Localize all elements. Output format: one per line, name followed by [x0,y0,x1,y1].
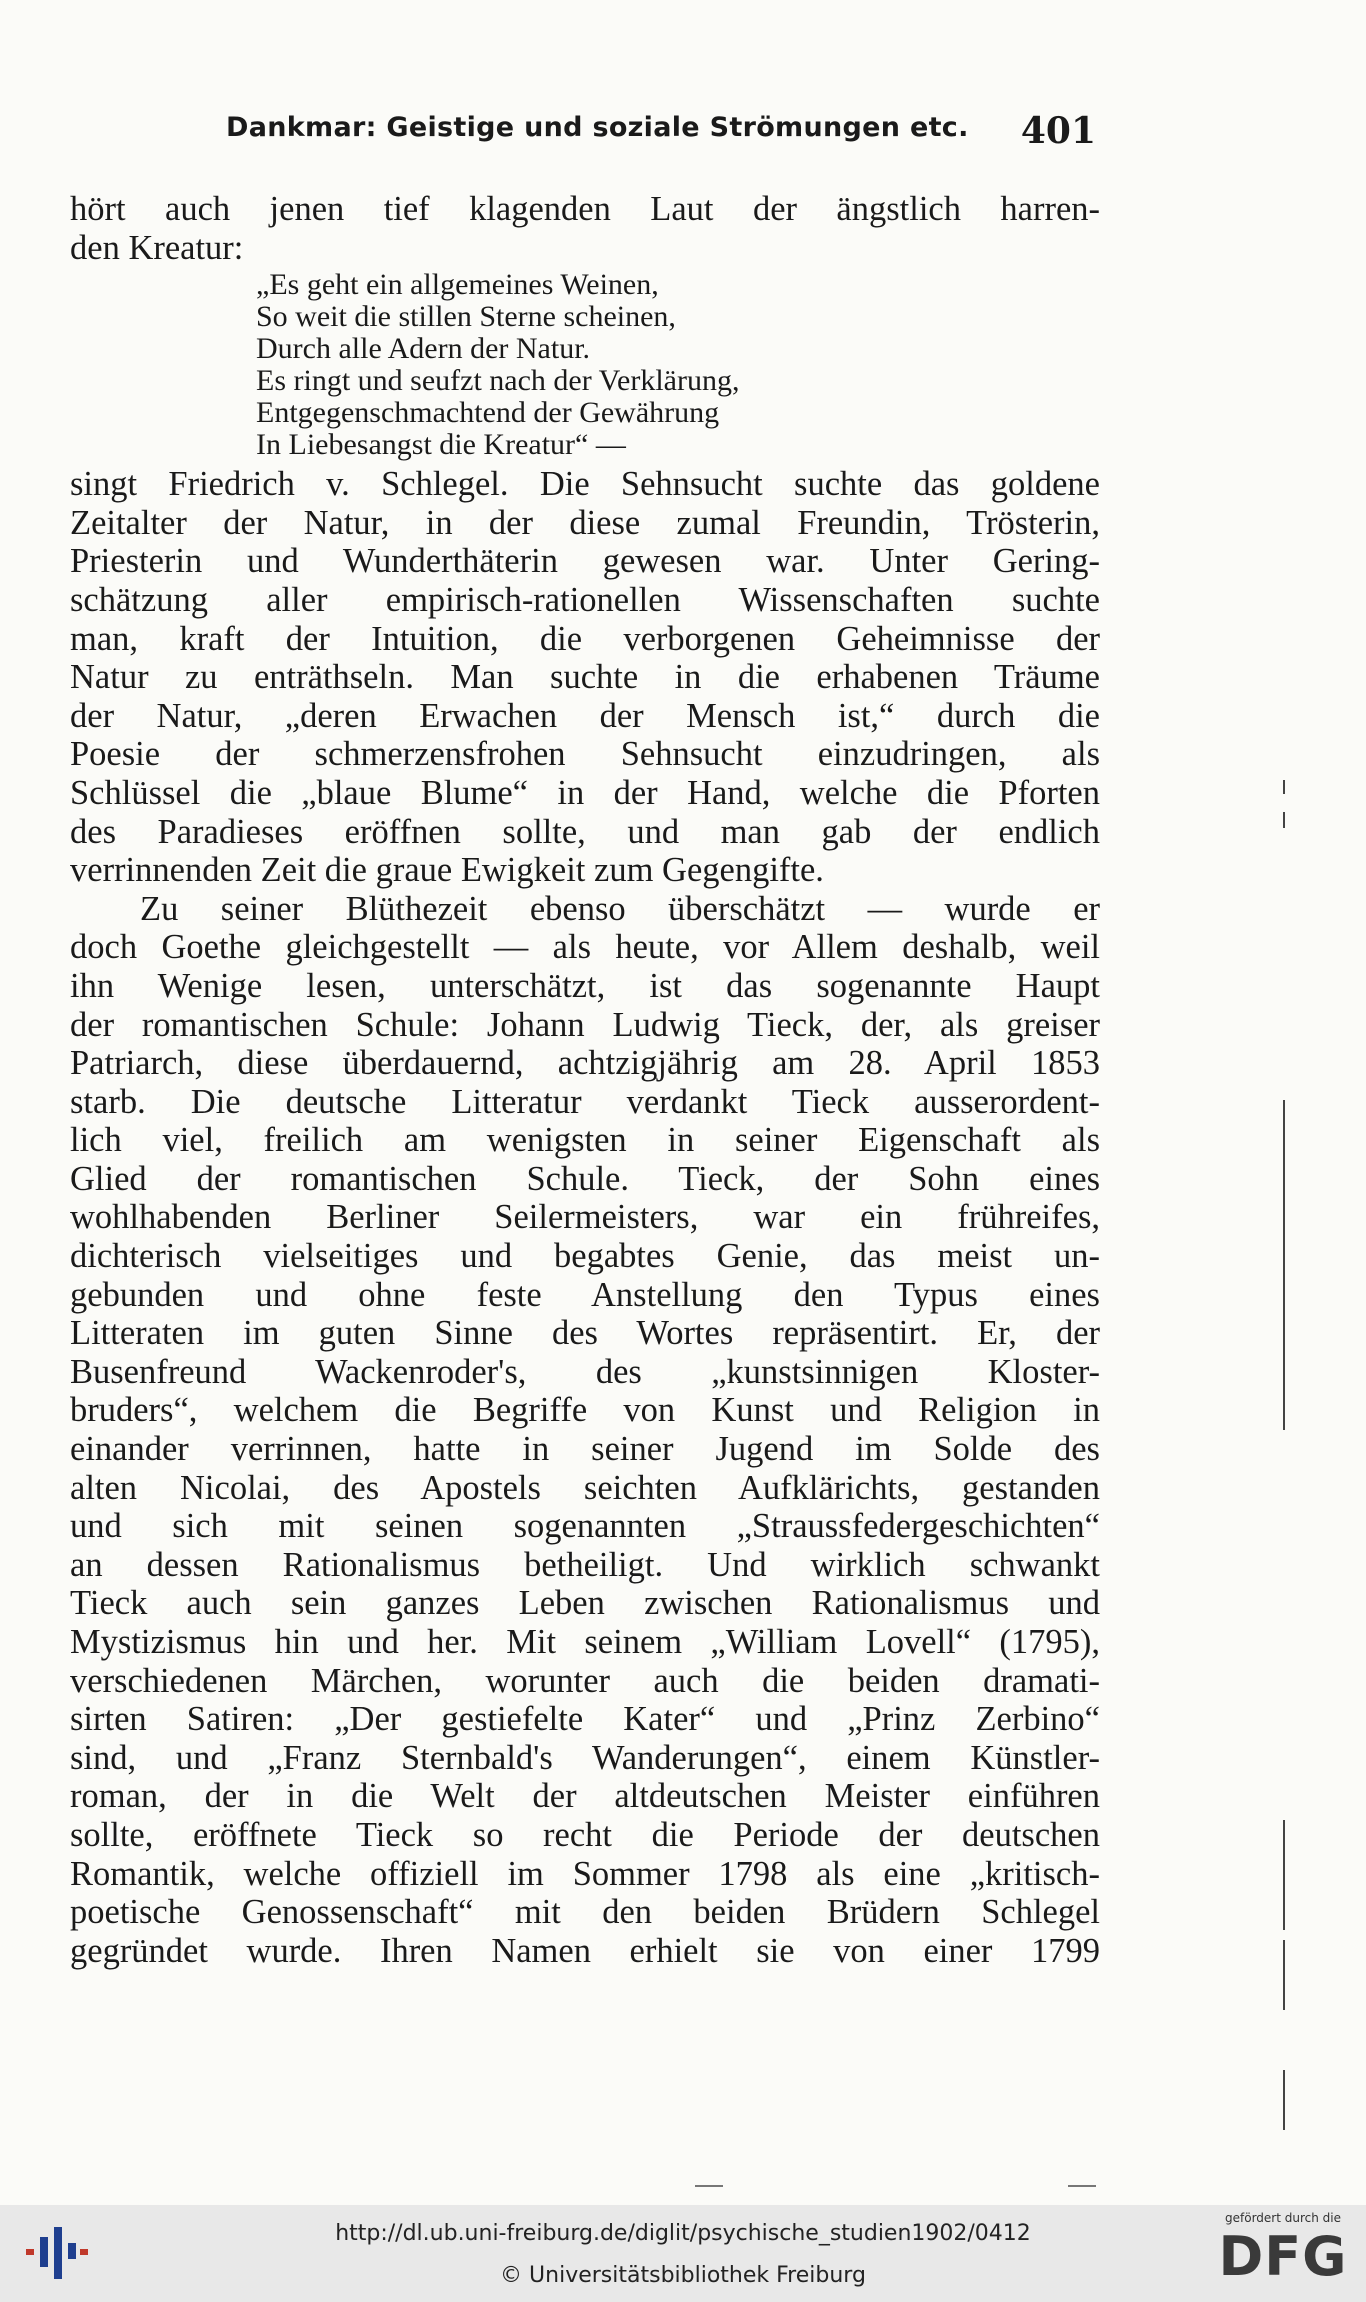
text-line: poetische Genossenschaft“ mit den beiden Brüdern Schlegel [70,1893,1100,1932]
text-line: bruders“, welchem die Begriffe von Kunst und Religion in [70,1391,1100,1430]
text-line: einander verrinnen, hatte in seiner Jugend im Solde des [70,1430,1100,1469]
text-line: Poesie der schmerzensfrohen Sehnsucht einzudringen, als [70,735,1100,774]
text-line: gegründet wurde. Ihren Namen erhielt sie von einer 1799 [70,1931,1100,1970]
footer-dash [1068,2185,1096,2187]
text-line: verrinnenden Zeit die graue Ewigkeit zum Gegengifte. [70,851,824,890]
footer-dash [695,2185,723,2187]
paragraph-2 [70,890,1100,1971]
margin-mark [1283,780,1285,794]
text-line: sirten Satiren: „Der gestiefelte Kater“ und „Prinz Zerbino“ [70,1700,1100,1739]
text-line: dichterisch vielseitiges und begabtes Genie, das meist un- [70,1237,1100,1276]
dfg-funding-note: gefördert durch die [1225,2211,1341,2225]
text-line: Patriarch, diese überdauernd, achtzigjährig am 28. April 1853 [70,1044,1100,1083]
margin-mark [1283,1940,1285,2010]
text-line: Priesterin und Wunderthäterin gewesen war. Unter Gering- [70,542,1100,581]
text-line: Busenfreund Wackenroder's, des „kunstsinnigen Kloster- [70,1352,1100,1391]
body-text [70,190,1100,1970]
poem-line: Es ringt und seufzt nach der Verklärung, [256,364,740,398]
poem-line: „Es geht ein allgemeines Weinen, [256,268,659,302]
text-line: starb. Die deutsche Litteratur verdankt Tieck ausserordent- [70,1082,1100,1121]
text-line: sind, und „Franz Sternbald's Wanderungen“, einem Künstler- [70,1738,1100,1777]
margin-mark [1283,1820,1285,1930]
text-line: singt Friedrich v. Schlegel. Die Sehnsucht suchte das goldene [70,465,1100,504]
margin-mark [1283,1100,1285,1280]
text-line: hört auch jenen tief klagenden Laut der ängstlich harren- [70,190,1100,228]
paragraph-1 [70,465,1100,890]
text-line: des Paradieses eröffnen sollte, und man gab der endlich [70,812,1100,851]
poem-line: So weit die stillen Sterne scheinen, [256,300,676,334]
page-number: 401 [1020,110,1096,152]
text-line: doch Goethe gleichgestellt — als heute, vor Allem deshalb, weil [70,928,1100,967]
dfg-logo[interactable]: DFG [1218,2225,1348,2288]
intro-lines [70,190,1100,267]
text-line: und sich mit seinen sogenannten „Straussfedergeschichten“ [70,1507,1100,1546]
text-line: Glied der romantischen Schule. Tieck, der Sohn eines [70,1159,1100,1198]
page-header [226,108,1096,156]
text-line: verschiedenen Märchen, worunter auch die beiden dramati- [70,1661,1100,1700]
margin-mark [1283,2070,1285,2130]
text-line: Zu seiner Blüthezeit ebenso überschätzt — wurde er [140,889,1100,928]
text-line: sollte, eröffnete Tieck so recht die Periode der deutschen [70,1815,1100,1854]
text-line: lich viel, freilich am wenigsten in seiner Eigenschaft als [70,1121,1100,1160]
poem-line: In Liebesangst die Kreatur“ — [256,428,626,462]
text-line: der romantischen Schule: Johann Ludwig Tieck, der, als greiser [70,1005,1100,1044]
text-line: Schlüssel die „blaue Blume“ in der Hand, welche die Pforten [70,773,1100,812]
text-line: Romantik, welche offiziell im Sommer 1798 als eine „kritisch- [70,1854,1100,1893]
text-line: Zeitalter der Natur, in der diese zumal Freundin, Trösterin, [70,503,1100,542]
text-line: alten Nicolai, des Apostels seichten Aufklärichts, gestanden [70,1468,1100,1507]
text-line: man, kraft der Intuition, die verborgenen Geheimnisse der [70,619,1100,658]
running-head: Dankmar: Geistige und soziale Strömungen etc. [226,112,969,143]
text-line: schätzung aller empirisch-rationellen Wissenschaften suchte [70,580,1100,619]
text-line: gebunden und ohne feste Anstellung den Typus eines [70,1275,1100,1314]
text-line: der Natur, „deren Erwachen der Mensch ist,“ durch die [70,696,1100,735]
poem-quote [256,269,1100,461]
margin-marks [1283,780,1303,2180]
text-line: Tieck auch sein ganzes Leben zwischen Rationalismus und [70,1584,1100,1623]
poem-line: Entgegenschmachtend der Gewährung [256,396,720,430]
margin-mark [1283,1280,1285,1430]
margin-mark [1283,812,1285,828]
text-line: an dessen Rationalismus betheiligt. Und wirklich schwankt [70,1545,1100,1584]
text-line: roman, der in die Welt der altdeutschen Meister einführen [70,1777,1100,1816]
text-line: ihn Wenige lesen, unterschätzt, ist das sogenannte Haupt [70,966,1100,1005]
copyright-notice: © Universitätsbibliothek Freiburg [500,2263,866,2288]
text-line: den Kreatur: [70,228,244,267]
text-line: Litteraten im guten Sinne des Wortes repräsentirt. Er, der [70,1314,1100,1353]
source-url-link[interactable]: http://dl.ub.uni-freiburg.de/diglit/psychische_studien1902/0412 [335,2221,1031,2246]
text-line: Mystizismus hin und her. Mit seinem „William Lovell“ (1795), [70,1623,1100,1661]
text-line: Natur zu enträthseln. Man suchte in die erhabenen Träume [70,658,1100,697]
viewer-footer [0,2205,1366,2302]
poem-line: Durch alle Adern der Natur. [256,332,591,366]
text-line: wohlhabenden Berliner Seilermeisters, war ein frühreifes, [70,1198,1100,1237]
